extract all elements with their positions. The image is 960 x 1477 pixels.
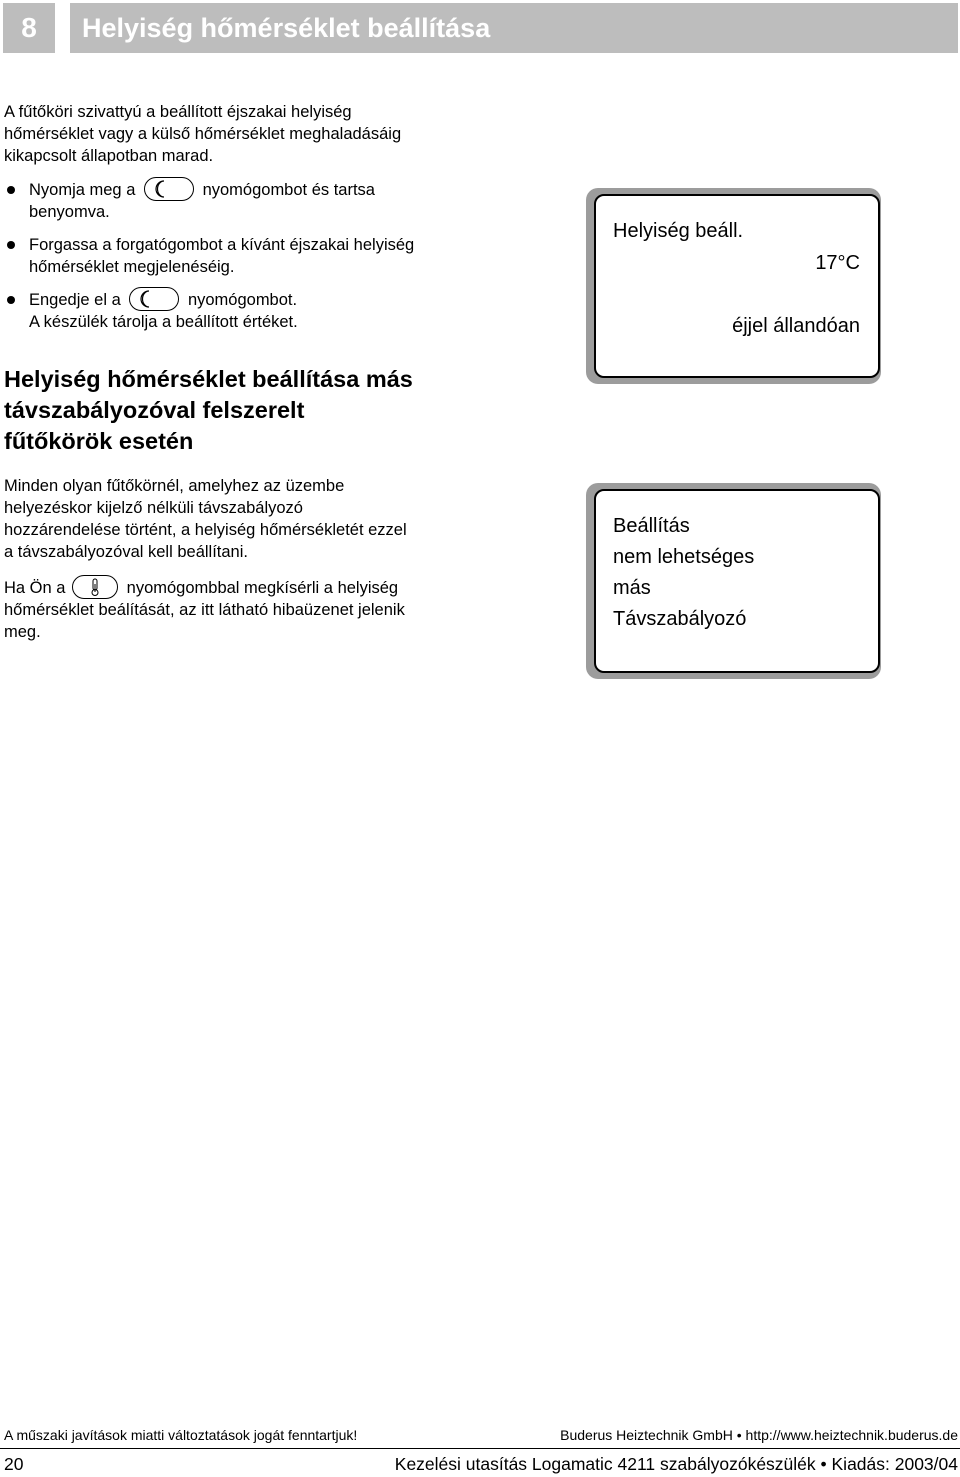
intro-line: A fűtőköri szivattyú a beállított éjszakai helyiség bbox=[4, 103, 352, 121]
moon-icon bbox=[144, 177, 194, 201]
bullet-text: nyomógombot és tartsa bbox=[202, 181, 375, 199]
paragraph-text: meg. bbox=[4, 623, 41, 642]
footer-divider bbox=[0, 1448, 960, 1449]
intro-line: kikapcsolt állapotban marad. bbox=[4, 147, 214, 165]
bullet-rotate-knob bbox=[4, 234, 484, 278]
heading-line: távszabályozóval felszerelt bbox=[4, 397, 305, 423]
bullet-text: A készülék tárolja a beállított értéket. bbox=[29, 313, 298, 332]
paragraph-line: hozzárendelése történt, a helyiség hőmérsékletét ezzel bbox=[4, 521, 407, 539]
bullet-dot bbox=[7, 296, 15, 304]
display-line: Távszabályozó bbox=[613, 608, 747, 630]
display-night-setting bbox=[594, 194, 880, 378]
footer-legal-note: A műszaki javítások miatti változtatások jogát fenntartjuk! bbox=[4, 1427, 358, 1443]
paragraph-line: a távszabályozóval kell beállítani. bbox=[4, 543, 248, 561]
paragraph-remote-control bbox=[4, 475, 484, 563]
display-line: más bbox=[613, 577, 651, 599]
display-message bbox=[613, 511, 754, 635]
bullet-press-button bbox=[4, 179, 484, 223]
bullet-release-button bbox=[4, 289, 484, 333]
bullet-text: nyomógombot. bbox=[187, 291, 298, 309]
heading-line: Helyiség hőmérséklet beállítása más bbox=[4, 366, 413, 392]
bullet-dot bbox=[7, 186, 15, 194]
paragraph-text: hőmérséklet beálítását, az itt látható hibaüzenet jelenik bbox=[4, 601, 405, 620]
paragraph-text: Ha Ön a bbox=[4, 579, 66, 597]
thermometer-icon bbox=[72, 575, 118, 599]
document-title: Kezelési utasítás Logamatic 4211 szabályozókészülék • Kiadás: 2003/04 bbox=[394, 1454, 958, 1474]
heading-line: fűtőkörök esetén bbox=[4, 428, 194, 454]
section-heading bbox=[4, 364, 524, 457]
display-line: Helyiség beáll. bbox=[613, 220, 744, 242]
display-error bbox=[594, 489, 880, 673]
display-temperature: 17°C bbox=[815, 252, 860, 274]
bullet-dot bbox=[7, 241, 15, 249]
display-mode: éjjel állandóan bbox=[732, 315, 860, 337]
moon-icon bbox=[129, 287, 179, 311]
bullet-text: benyomva. bbox=[29, 203, 110, 222]
chapter-number: 8 bbox=[3, 3, 55, 53]
bullet-text: Forgassa a forgatógombot a kívánt éjszakai helyiség bbox=[29, 236, 415, 254]
bullet-text: hőmérséklet megjelenéséig. bbox=[29, 258, 235, 276]
bullet-text: Engedje el a bbox=[29, 291, 121, 309]
chapter-title: Helyiség hőmérséklet beállítása bbox=[70, 3, 958, 53]
intro-paragraph bbox=[4, 101, 474, 167]
display-line: nem lehetséges bbox=[613, 546, 755, 568]
paragraph-error-message bbox=[4, 577, 484, 643]
footer-company: Buderus Heiztechnik GmbH • http://www.heiztechnik.buderus.de bbox=[560, 1427, 958, 1443]
bullet-text: Nyomja meg a bbox=[29, 181, 136, 199]
display-line: Beállítás bbox=[613, 515, 690, 537]
paragraph-line: Minden olyan fűtőkörnél, amelyhez az üzembe bbox=[4, 477, 345, 495]
page-number: 20 bbox=[4, 1454, 24, 1474]
paragraph-text: nyomógombbal megkísérli a helyiség bbox=[126, 579, 399, 597]
paragraph-line: helyezéskor kijelző nélküli távszabályozó bbox=[4, 499, 303, 517]
intro-line: hőmérséklet vagy a külső hőmérséklet meghaladásáig bbox=[4, 125, 402, 143]
